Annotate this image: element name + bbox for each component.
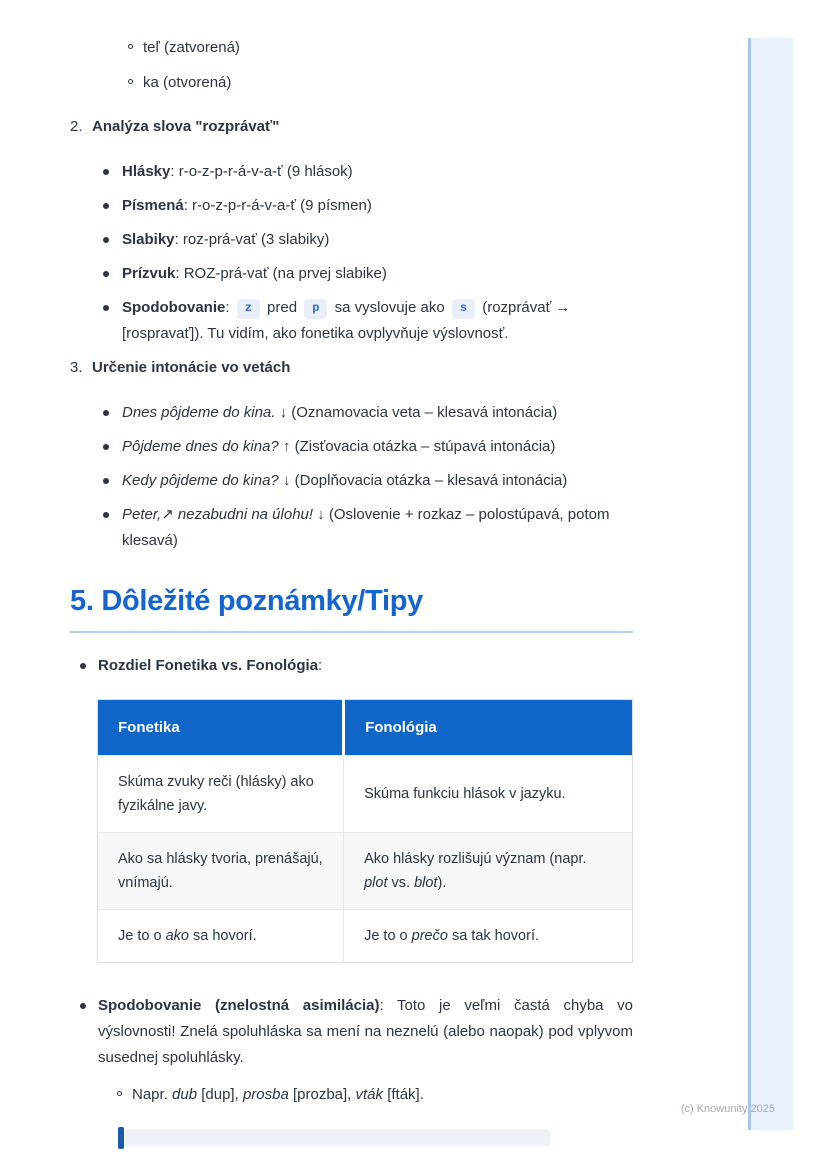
section5-list: [70, 653, 633, 679]
text: [prozba],: [288, 1086, 356, 1103]
list-item: [70, 993, 633, 1071]
example-sublist: [70, 1085, 633, 1105]
disc-bullet-icon: [103, 169, 109, 175]
italic-word: plot: [364, 875, 388, 891]
table-cell: Skúma zvuky reči (hlásky) ako fyzikálne javy.: [118, 774, 314, 814]
text: sa vyslovuje ako: [330, 299, 449, 316]
list-item: [70, 400, 633, 426]
explanation: ↓ (Oznamovacia veta – klesavá intonácia): [275, 404, 558, 421]
disc-bullet-icon: [103, 444, 109, 450]
text: [fták].: [383, 1086, 424, 1103]
italic-word: prosba: [242, 1086, 289, 1103]
heading-divider: [70, 631, 633, 633]
table-row: [98, 756, 633, 833]
numbered-item-2: [70, 116, 633, 137]
disc-bullet-icon: [103, 478, 109, 484]
term: Spodobovanie (znelostná asimilácia): [98, 997, 380, 1014]
table-cell: [98, 910, 344, 963]
term: Hlásky: [122, 163, 171, 180]
text: ).: [437, 875, 447, 891]
circle-bullet-icon: [117, 1091, 122, 1096]
italic-word: ako: [165, 928, 189, 944]
text: : Toto je veľmi častá chyba vo výslovnosti! Znelá spoluhláska sa mení na neznelú (alebo naopak) pod vplyvom susednej spoluhlásky.: [98, 997, 633, 1066]
term: Slabiky: [122, 231, 175, 248]
term: Prízvuk: [122, 265, 176, 282]
list-item: [70, 295, 633, 347]
example-sentence: Dnes pôjdeme do kina.: [122, 404, 276, 421]
page-edge-strip: [748, 38, 793, 1130]
term-detail: : roz-prá-vať (3 slabiky): [174, 231, 330, 248]
intonation-list: [70, 400, 633, 554]
disc-bullet-icon: [103, 203, 109, 209]
code-badge: z: [237, 299, 260, 319]
text: Je to o: [364, 928, 412, 944]
table-row: [98, 910, 633, 963]
disc-bullet-icon: [80, 1003, 86, 1009]
italic-word: prečo: [411, 928, 448, 944]
code-badge: p: [304, 299, 327, 319]
item-number: 2.: [70, 118, 83, 135]
italic-word: vták: [355, 1086, 384, 1103]
text: sa hovorí.: [188, 928, 257, 944]
text: Je to o: [118, 928, 166, 944]
table-header-cell: Fonológia: [344, 700, 633, 756]
list-item: [70, 159, 633, 185]
numbered-item-3: [70, 357, 633, 378]
explanation: ↑ (Zisťovacia otázka – stúpavá intonácia): [278, 438, 556, 455]
blockquote-accent-bar: [118, 1127, 124, 1149]
blockquote-background: [125, 1129, 550, 1146]
list-item-text: ka (otvorená): [143, 74, 232, 91]
table-header-cell: Fonetika: [98, 700, 344, 756]
explanation: ↓ (Oslovenie + rozkaz – polostúpavá, potom klesavá): [122, 506, 610, 549]
explanation: ↓ (Doplňovacia otázka – klesavá intonácia): [278, 472, 568, 489]
italic-word: blot: [414, 875, 438, 891]
disc-bullet-icon: [103, 410, 109, 416]
text: pred: [262, 299, 302, 316]
circle-bullet-icon: [128, 44, 133, 49]
table-cell: Ako sa hlásky tvoria, prenášajú, vnímajú.: [118, 851, 323, 891]
disc-bullet-icon: [103, 237, 109, 243]
list-item: [70, 468, 633, 494]
circle-bullet-icon: [128, 79, 133, 84]
table-cell: Skúma funkciu hlások v jazyku.: [344, 756, 633, 833]
text: vs.: [387, 875, 415, 891]
text: Napr.: [132, 1086, 173, 1103]
table-cell: [344, 833, 633, 910]
list-item: [70, 193, 633, 219]
list-item-text: teľ (zatvorená): [143, 39, 240, 56]
text: :: [225, 299, 234, 316]
list-item: [70, 38, 633, 57]
text: Ako hlásky rozlišujú význam (napr.: [364, 851, 587, 867]
list-item: [70, 434, 633, 460]
term-detail: : r-o-z-p-r-á-v-a-ť (9 hlások): [170, 163, 353, 180]
blockquote-start: [118, 1127, 633, 1151]
section-heading: 5. Dôležité poznámky/Tipy: [70, 585, 423, 617]
example-sentence: Peter,↗ nezabudni na úlohu!: [122, 506, 314, 523]
item-title: Analýza slova "rozprávať": [92, 118, 280, 135]
example-sentence: Pôjdeme dnes do kina?: [122, 438, 279, 455]
list-item: [70, 1085, 633, 1105]
word-analysis-list: [70, 159, 633, 347]
term: Spodobovanie: [122, 299, 226, 316]
document-content: [70, 0, 633, 1151]
list-item: [70, 73, 633, 92]
section5-note-list: [70, 993, 633, 1071]
disc-bullet-icon: [103, 271, 109, 277]
disc-bullet-icon: [103, 512, 109, 518]
item-title: Určenie intonácie vo vetách: [92, 359, 291, 376]
term: Rozdiel Fonetika vs. Fonológia: [98, 657, 319, 674]
code-badge: s: [452, 299, 475, 319]
text: [dup],: [197, 1086, 243, 1103]
syllable-sublist: [70, 0, 633, 92]
term-detail: : ROZ-prá-vať (na prvej slabike): [175, 265, 387, 282]
list-item: [70, 261, 633, 287]
item-number: 3.: [70, 359, 83, 376]
italic-word: dub: [172, 1086, 198, 1103]
term-detail: : r-o-z-p-r-á-v-a-ť (9 písmen): [183, 197, 372, 214]
list-item: [70, 653, 633, 679]
list-item: [70, 502, 633, 554]
comparison-table: [97, 699, 633, 963]
watermark: (c) Knowunity 2025: [680, 1103, 775, 1115]
example-sentence: Kedy pôjdeme do kina?: [122, 472, 279, 489]
text: :: [318, 657, 323, 674]
list-item: [70, 227, 633, 253]
text: sa tak hovorí.: [447, 928, 540, 944]
disc-bullet-icon: [80, 663, 86, 669]
text: (rozprávať → [rospravať]). Tu vidím, ako fonetika ovplyvňuje výslovnosť.: [122, 299, 571, 342]
term: Písmená: [122, 197, 184, 214]
table-cell: [344, 910, 633, 963]
table-row: [98, 833, 633, 910]
disc-bullet-icon: [103, 305, 109, 311]
table-header-row: [98, 700, 633, 756]
